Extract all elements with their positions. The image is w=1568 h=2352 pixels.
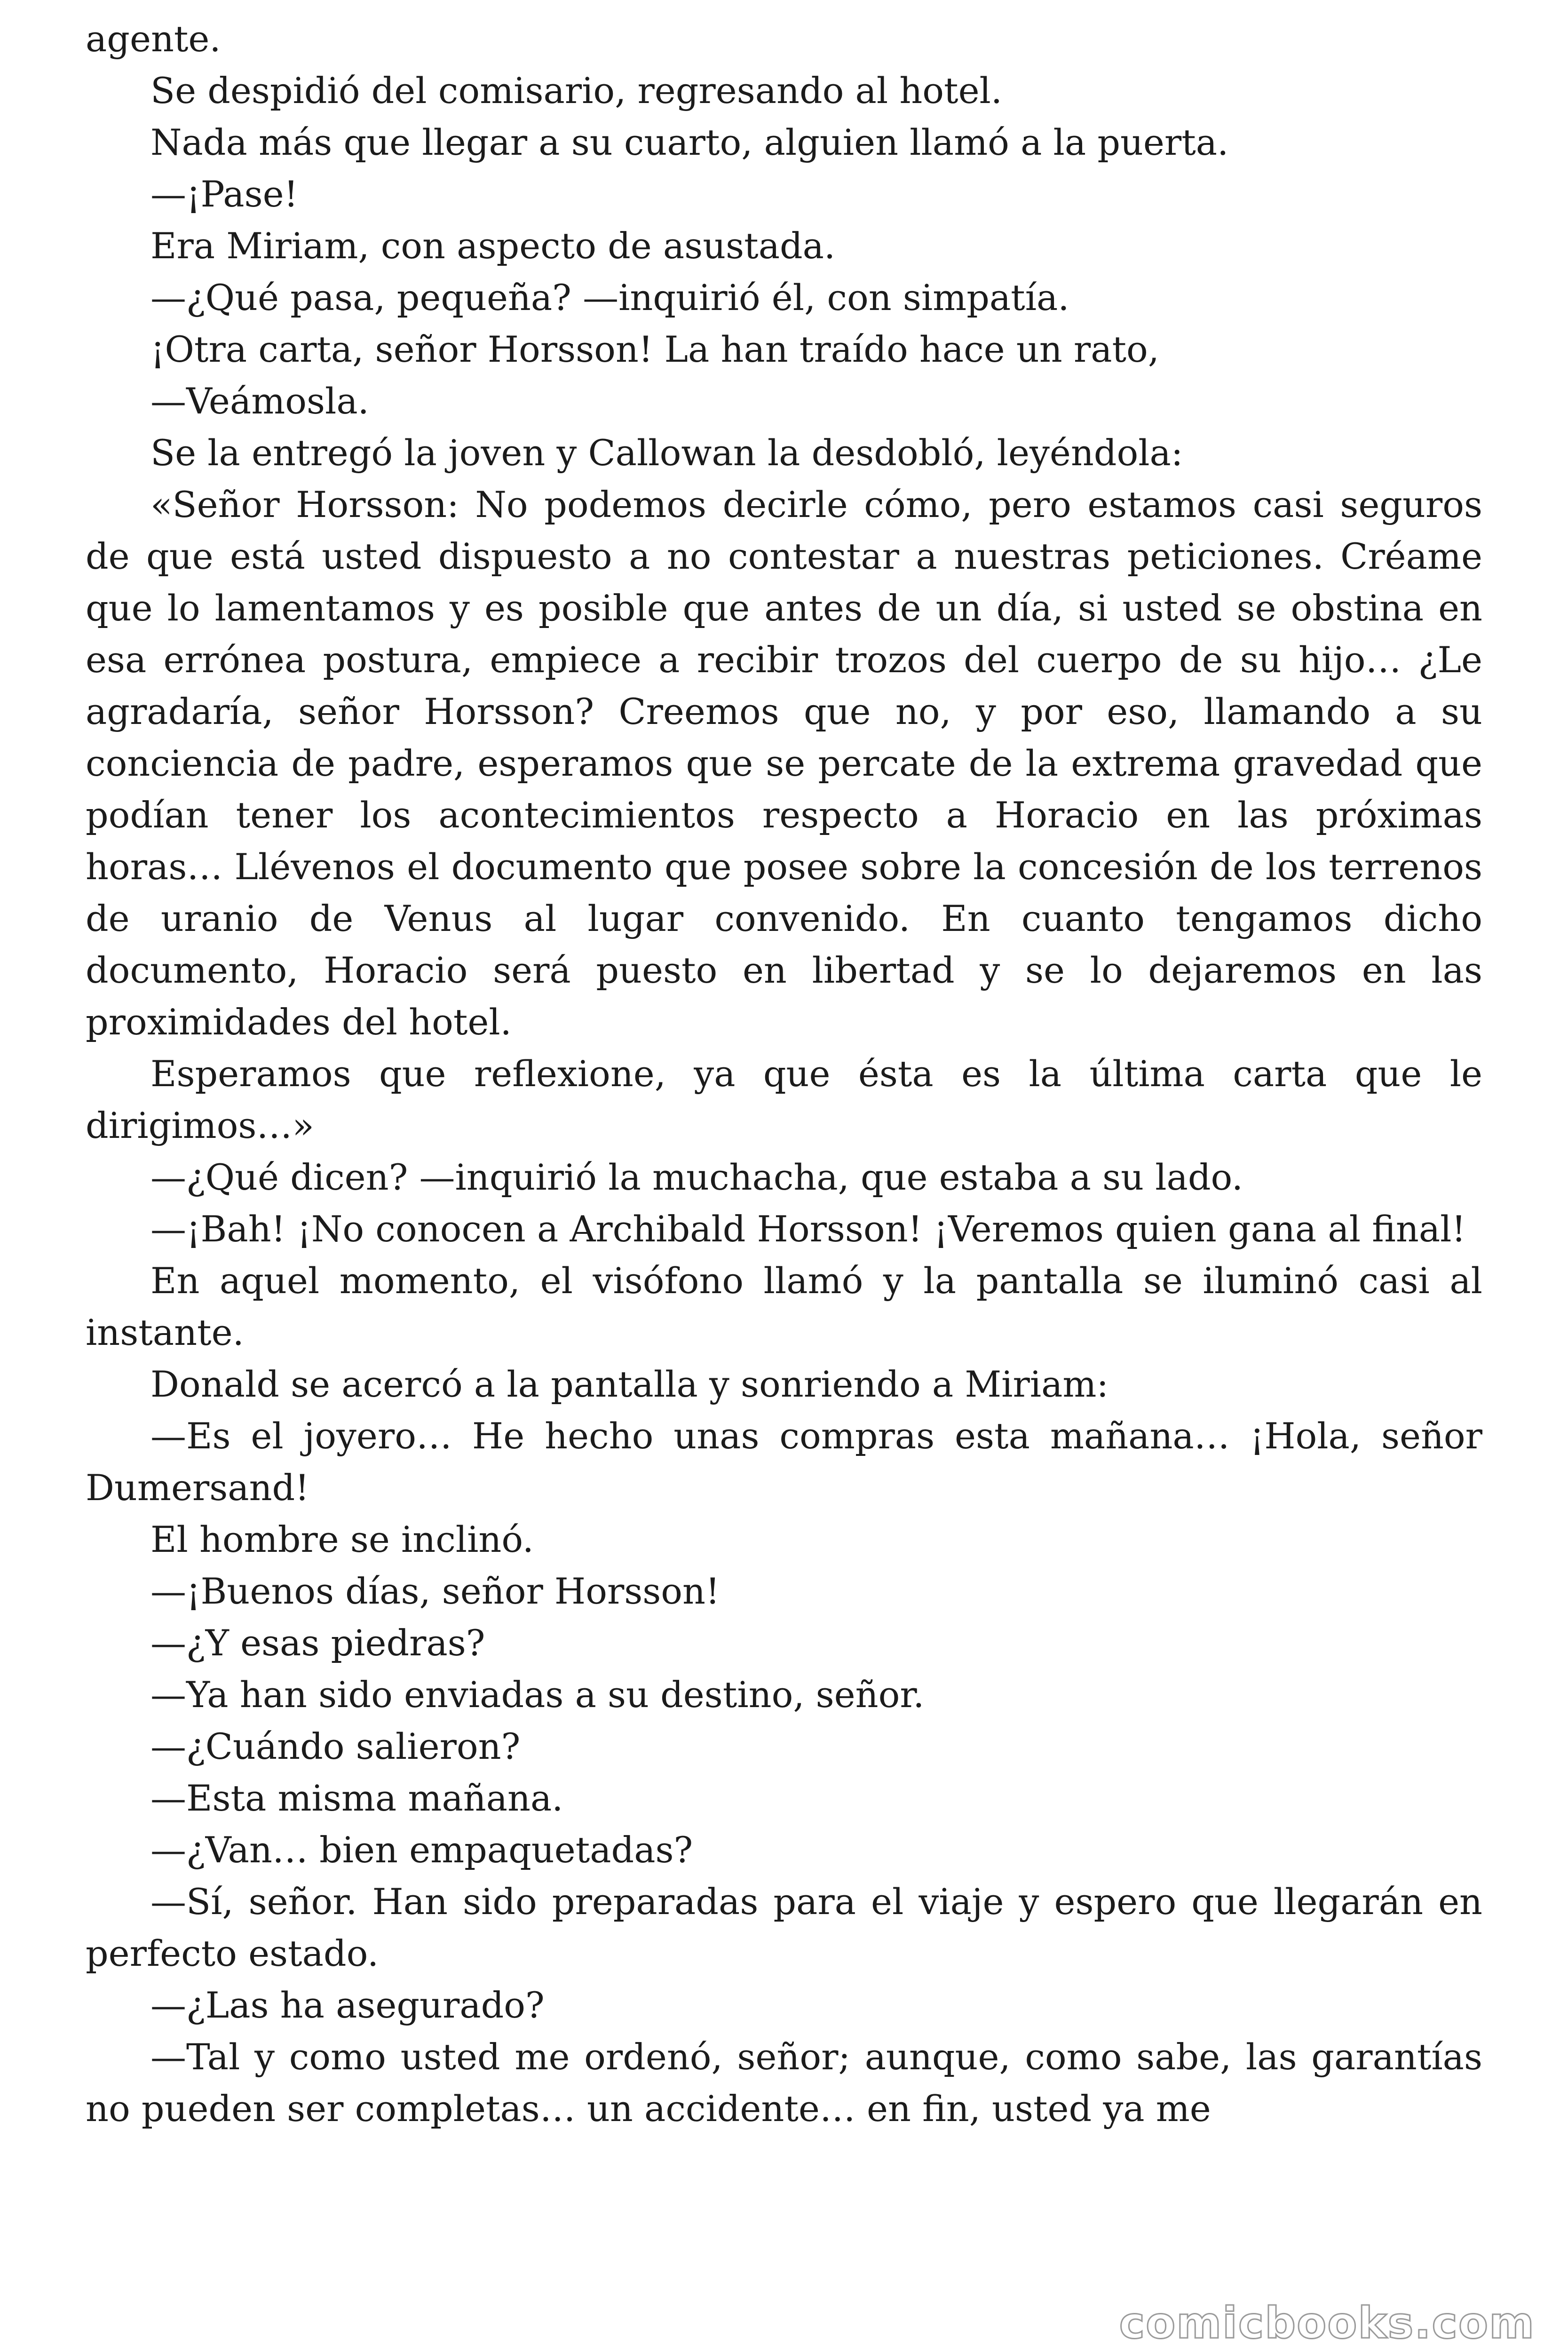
paragraph: —¿Las ha asegurado? — [150, 1984, 545, 2026]
paragraph: —¿Cuándo salieron? — [150, 1725, 521, 1767]
watermark: comicbooks.com — [1119, 2298, 1535, 2348]
paragraph: —¡Pase! — [150, 173, 299, 215]
paragraph: Era Miriam, con aspecto de asustada. — [150, 225, 836, 267]
letter-paragraph: Esperamos que reflexione, ya que ésta es la última carta que le dirigimos…» — [86, 1053, 1482, 1146]
paragraph: Donald se acercó a la pantalla y sonriendo a Miriam: — [150, 1363, 1109, 1405]
paragraph: Nada más que llegar a su cuarto, alguien llamó a la puerta. — [150, 121, 1229, 163]
paragraph: —¡Bah! ¡No conocen a Archibald Horsson! ¡Veremos quien gana al final! — [150, 1208, 1466, 1250]
paragraph: —Tal y como usted me ordenó, señor; aunque, como sabe, las garantías no pueden ser completas… un accidente… en fin, usted ya me — [86, 2036, 1482, 2130]
body-text — [86, 13, 1482, 2135]
paragraph: El hombre se inclinó. — [150, 1518, 534, 1560]
paragraph: —Esta misma mañana. — [150, 1777, 563, 1819]
paragraph: —¿Van… bien empaquetadas? — [150, 1829, 693, 1871]
paragraph: —¿Y esas piedras? — [150, 1622, 485, 1664]
paragraph: —Sí, señor. Han sido preparadas para el viaje y espero que llegarán en perfecto estado. — [86, 1881, 1482, 1974]
paragraph: —¿Qué pasa, pequeña? —inquirió él, con simpatía. — [150, 277, 1069, 318]
paragraph: Se despidió del comisario, regresando al hotel. — [150, 70, 1003, 111]
paragraph: agente. — [86, 18, 221, 60]
letter-paragraph: «Señor Horsson: No podemos decirle cómo, pero estamos casi seguros de que está usted dispuesto a no contestar a nuestras peticiones. Créame que lo lamentamos y es posible que antes de un día, si usted se obstina en esa errónea postura, empiece a recibir trozos del cuerpo de su hijo… ¿Le agradaría, señor Horsson? Creemos que no, y por eso, llamando a su conciencia de padre, esperamos que se percate de la extrema gravedad que podían tener los acontecimientos respecto a Horacio en las próximas horas… Llévenos el documento que posee sobre la concesión de los terrenos de uranio de Venus al lugar convenido. En cuanto tengamos dicho documento, Horacio será puesto en libertad y se lo dejaremos en las proximidades del hotel. — [86, 484, 1482, 1043]
paragraph: —Es el joyero… He hecho unas compras esta mañana… ¡Hola, señor Dumersand! — [86, 1415, 1482, 1509]
paragraph: Se la entregó la joven y Callowan la desdobló, leyéndola: — [150, 432, 1183, 474]
paragraph: —¿Qué dicen? —inquirió la muchacha, que estaba a su lado. — [150, 1156, 1243, 1198]
paragraph: En aquel momento, el visófono llamó y la pantalla se iluminó casi al instante. — [86, 1260, 1482, 1353]
paragraph: —¡Buenos días, señor Horsson! — [150, 1570, 720, 1612]
paragraph: —Ya han sido enviadas a su destino, señor. — [150, 1674, 925, 1716]
paragraph: ¡Otra carta, señor Horsson! La han traído hace un rato, — [150, 328, 1159, 370]
paragraph: —Veámosla. — [150, 380, 369, 422]
